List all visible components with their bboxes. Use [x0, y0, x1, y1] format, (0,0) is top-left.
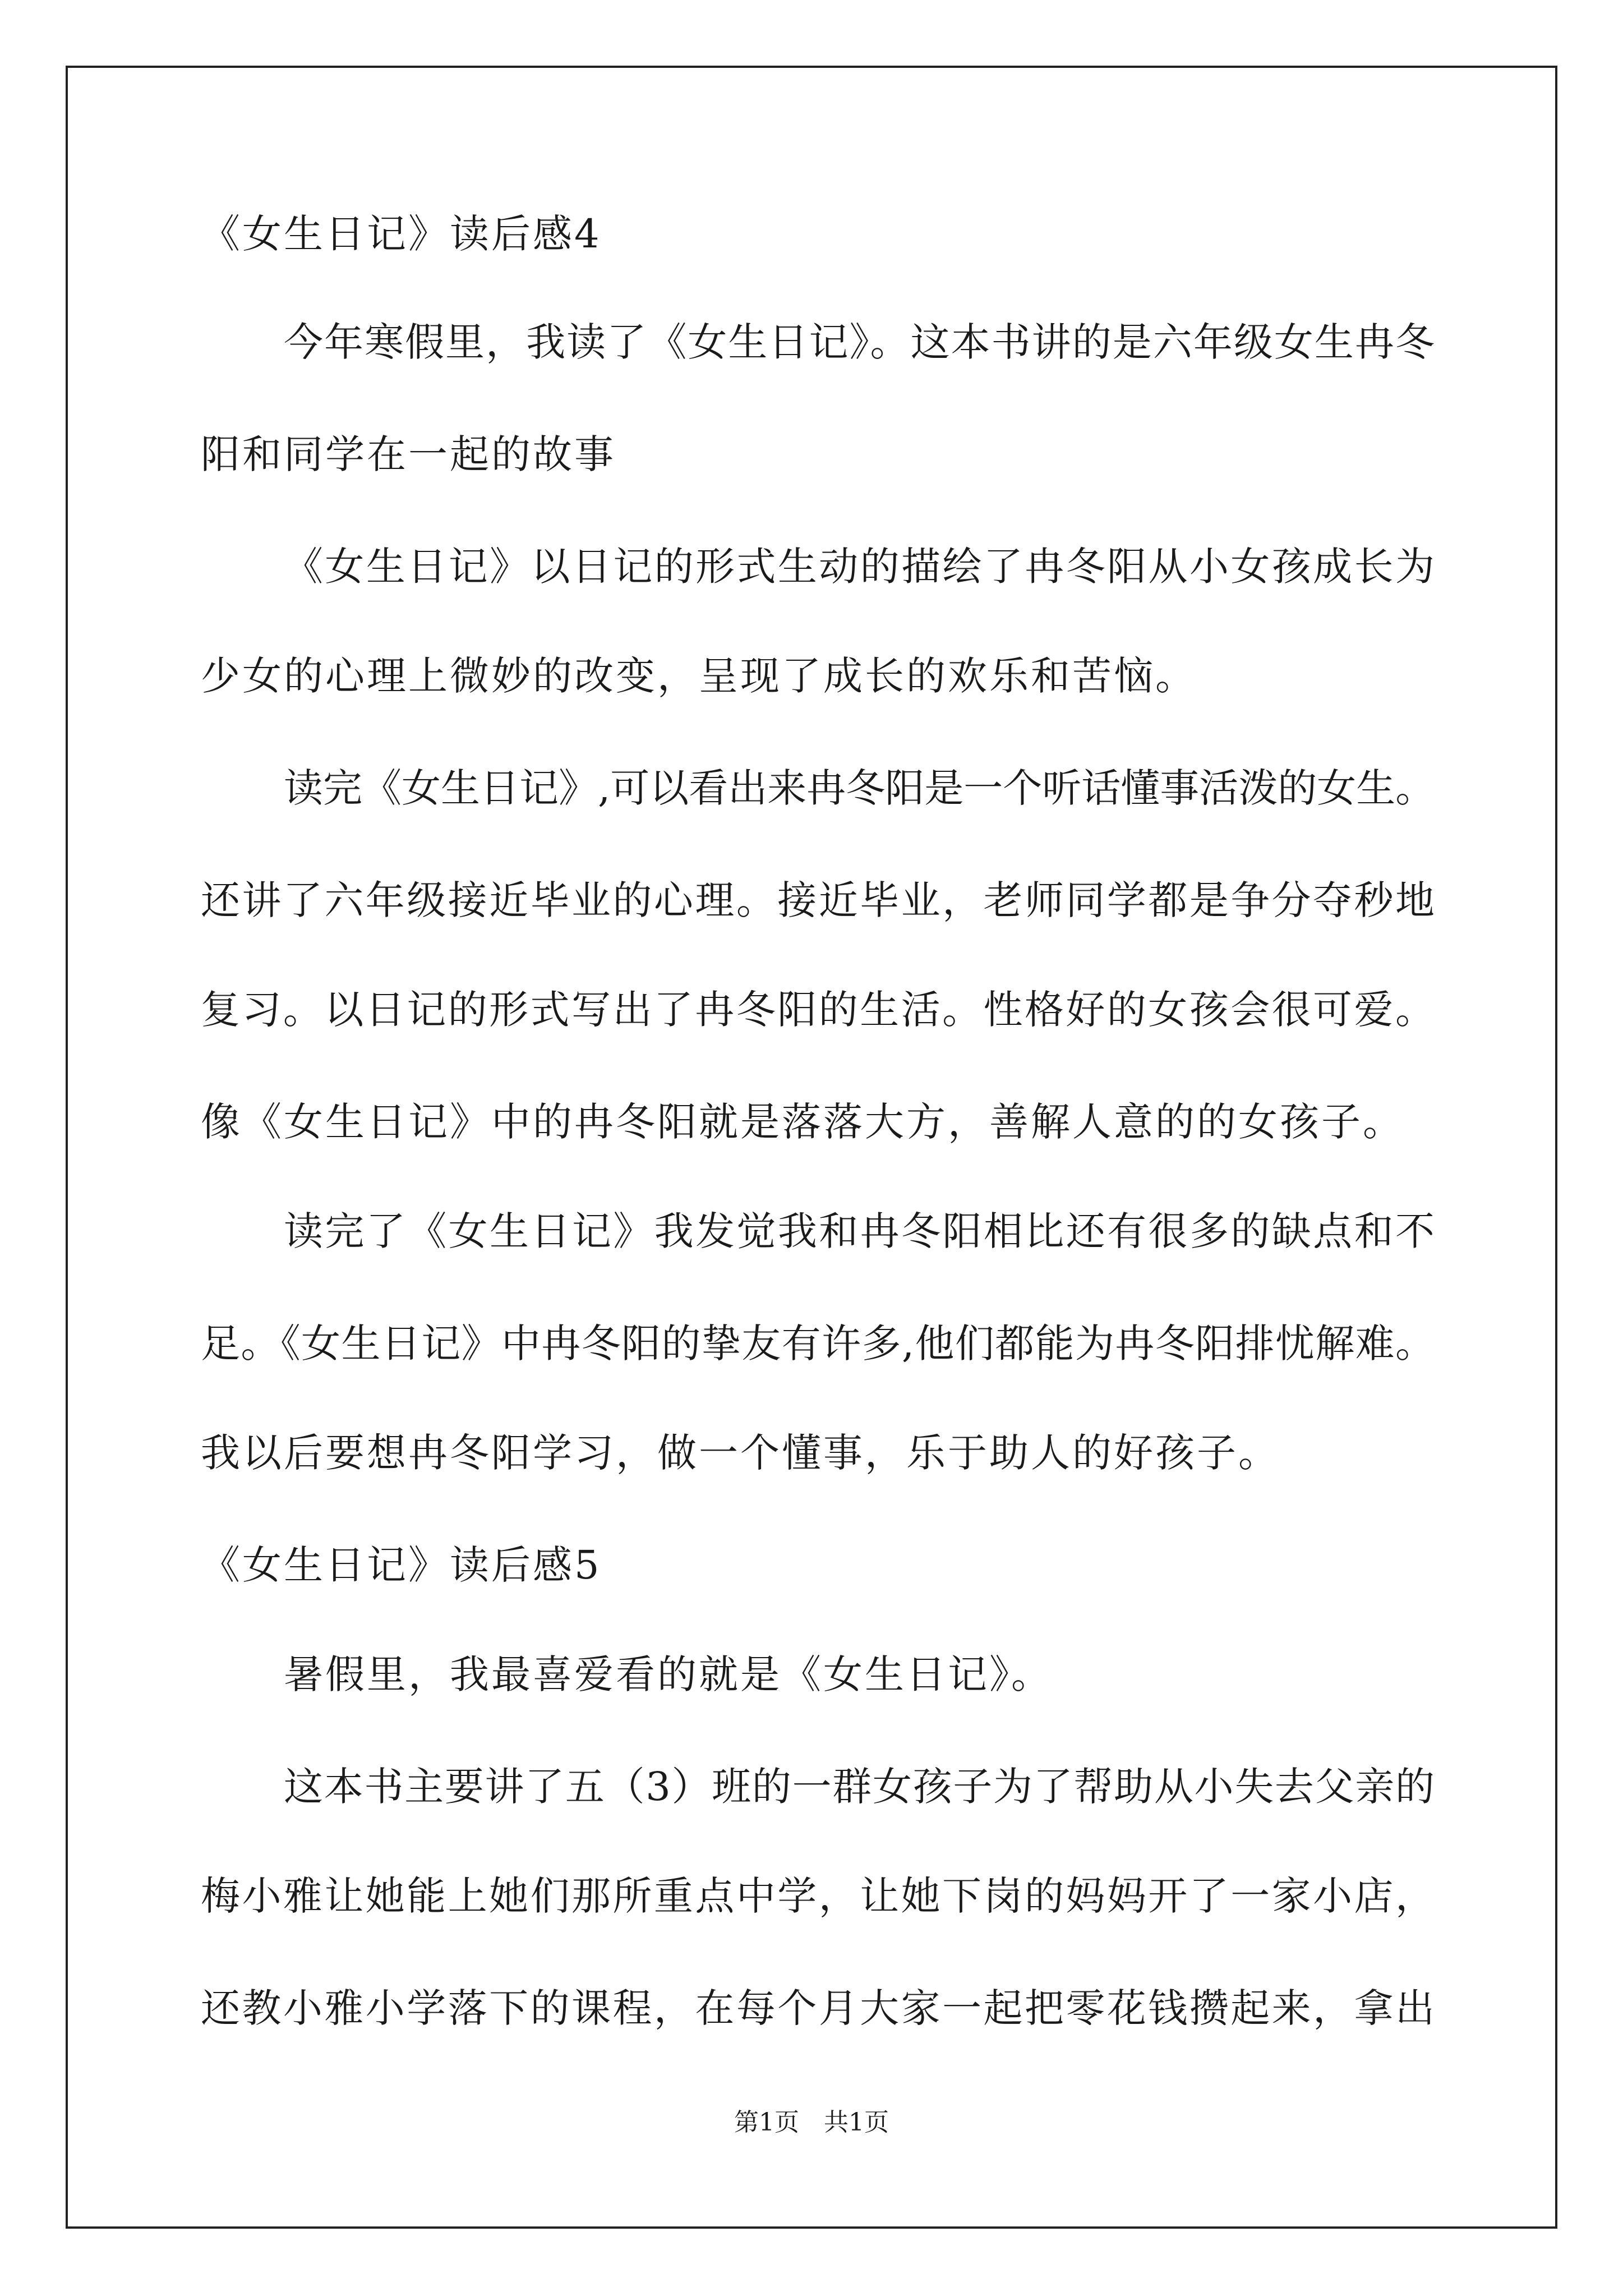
- page-total: 共1页: [824, 2108, 889, 2137]
- paragraph-line: 梅小雅让她能上她们那所重点中学，让她下岗的妈妈开了一家小店，: [201, 1873, 1435, 1919]
- paragraph-line: 还讲了六年级接近毕业的心理。接近毕业，老师同学都是争分夺秒地: [201, 877, 1435, 923]
- page-number: 第1页: [734, 2108, 799, 2137]
- paragraph-line: 这本书主要讲了五（3）班的一群女孩子为了帮助从小失去父亲的: [284, 1764, 1435, 1810]
- paragraph-line: 今年寒假里，我读了《女生日记》。这本书讲的是六年级女生冉冬: [284, 319, 1435, 365]
- paragraph-line: 复习。以日记的形式写出了冉冬阳的生活。性格好的女孩会很可爱。: [201, 987, 1435, 1033]
- paragraph-line: 我以后要想冉冬阳学习，做一个懂事，乐于助人的好孩子。: [201, 1430, 1280, 1476]
- paragraph-line: 阳和同学在一起的故事: [201, 431, 616, 477]
- paragraph-line: 还教小雅小学落下的课程，在每个月大家一起把零花钱攒起来，拿出: [201, 1985, 1435, 2031]
- paragraph-line: 少女的心理上微妙的改变，呈现了成长的欢乐和苦恼。: [201, 653, 1197, 699]
- paragraph-line: 足。《女生日记》中冉冬阳的挚友有许多,他们都能为冉冬阳排忧解难。: [201, 1320, 1435, 1366]
- paragraph-line: 《女生日记》以日记的形式生动的描绘了冉冬阳从小女孩成长为: [284, 544, 1435, 590]
- paragraph-line: 像《女生日记》中的冉冬阳就是落落大方，善解人意的的女孩子。: [201, 1099, 1404, 1145]
- page-footer: [0, 2106, 1623, 2139]
- paragraph-line: 读完《女生日记》,可以看出来冉冬阳是一个听话懂事活泼的女生。: [284, 765, 1435, 811]
- section-heading: 《女生日记》读后感5: [201, 1542, 602, 1588]
- section-heading: 《女生日记》读后感4: [201, 211, 602, 257]
- paragraph-line: 读完了《女生日记》我发觉我和冉冬阳相比还有很多的缺点和不: [284, 1208, 1435, 1254]
- paragraph-line: 暑假里，我最喜爱看的就是《女生日记》。: [284, 1651, 1053, 1697]
